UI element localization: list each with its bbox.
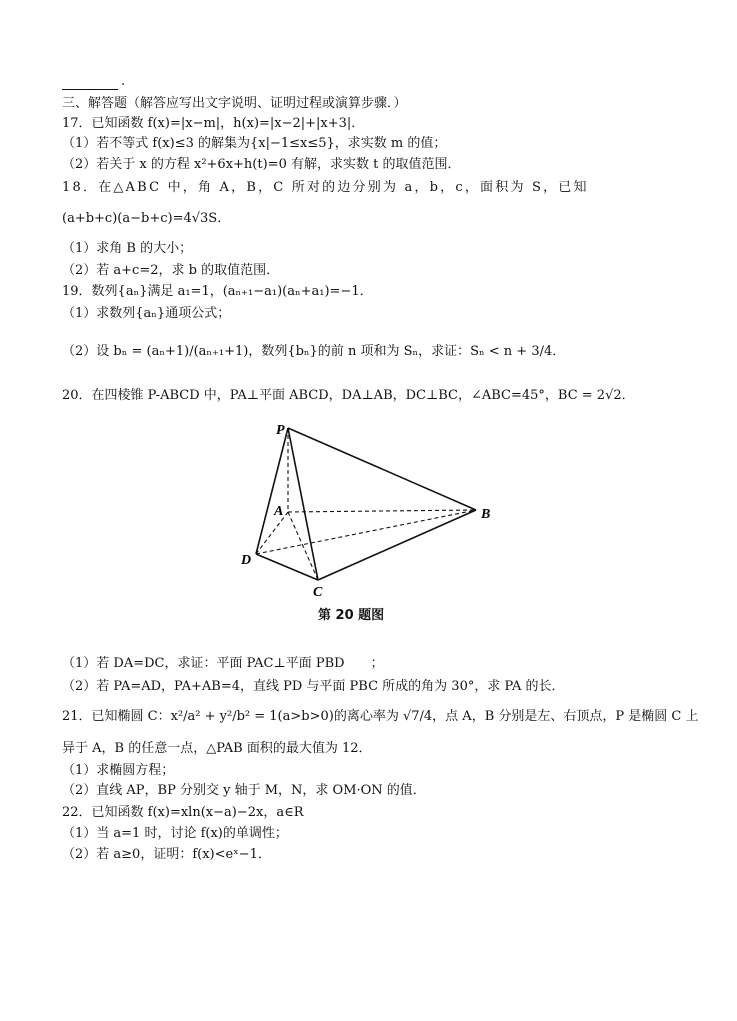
q19-stem: 19．数列{aₙ}满足 a₁=1，(aₙ₊₁−a₁)(aₙ+a₁)=−1． bbox=[62, 284, 373, 299]
q18-part2: （2）若 a+c=2，求 b 的取值范围． bbox=[62, 263, 280, 278]
edge-DB bbox=[256, 510, 476, 554]
q17-part2: （2）若关于 x 的方程 x²+6x+h(t)=0 有解，求实数 t 的取值范围． bbox=[62, 157, 461, 172]
section-title: 三、解答题（解答应写出文字说明、证明过程或演算步骤．） bbox=[62, 96, 407, 111]
q21-part2: （2）直线 AP，BP 分别交 y 轴于 M，N，求 OM·ON 的值． bbox=[62, 783, 426, 798]
edge-PD bbox=[256, 428, 288, 554]
label-A: A bbox=[274, 504, 284, 519]
q20-part1: （1）若 DA=DC，求证：平面 PAC⊥平面 PBD ； bbox=[62, 656, 384, 671]
pyramid-figure bbox=[236, 418, 506, 628]
q18-part1: （1）求角 B 的大小； bbox=[62, 241, 193, 256]
label-D: D bbox=[241, 553, 252, 568]
q22-part2: （2）若 a≥0，证明：f(x)<eˣ−1． bbox=[62, 847, 271, 862]
label-P: P bbox=[276, 423, 285, 438]
q22-part1: （1）当 a=1 时，讨论 f(x)的单调性； bbox=[62, 826, 288, 841]
label-B: B bbox=[481, 507, 491, 522]
q20-part2: （2）若 PA=AD，PA+AB=4，直线 PD 与平面 PBC 所成的角为 30°，求 PA 的长． bbox=[62, 679, 565, 694]
q21-stem: 21．已知椭圆 C：x²/a² + y²/b² = 1(a>b>0)的离心率为 √7/4，点 A，B 分别是左、右顶点，P 是椭圆 C 上 bbox=[62, 709, 699, 724]
edge-CB bbox=[318, 510, 476, 580]
q18-stem: 18．在△ABC 中，角 A，B，C 所对的边分别为 a，b，c，面积为 S，已知 bbox=[62, 180, 589, 195]
q19-part1: （1）求数列{aₙ}通项公式； bbox=[62, 306, 231, 321]
q17-stem: 17．已知函数 f(x)=|x−m|，h(x)=|x−2|+|x+3|． bbox=[62, 116, 365, 131]
q18-formula: (a+b+c)(a−b+c)=4√3S． bbox=[62, 211, 231, 226]
label-C: C bbox=[313, 585, 323, 600]
figure-caption: 第 20 题图 bbox=[318, 608, 385, 623]
q20-stem: 20．在四棱锥 P-ABCD 中，PA⊥平面 ABCD，DA⊥AB，DC⊥BC，∠ABC=45°，BC = 2√2． bbox=[62, 388, 635, 403]
edge-PB bbox=[288, 428, 476, 510]
q22-stem: 22．已知函数 f(x)=xln(x−a)−2x，a∈R bbox=[62, 805, 304, 820]
edge-PC bbox=[288, 428, 318, 580]
q21-part1: （1）求椭圆方程； bbox=[62, 763, 175, 778]
blank-period: . bbox=[121, 74, 126, 89]
q17-part1: （1）若不等式 f(x)≤3 的解集为{x|−1≤x≤5}，求实数 m 的值； bbox=[62, 136, 447, 151]
edge-AB bbox=[288, 510, 476, 512]
answer-blank bbox=[62, 88, 118, 90]
q19-part2: （2）设 bₙ = (aₙ+1)/(aₙ₊₁+1)，数列{bₙ}的前 n 项和为 Sₙ，求证：Sₙ < n + 3/4． bbox=[62, 344, 566, 359]
q21-stem-continued: 异于 A，B 的任意一点，△PAB 面积的最大值为 12． bbox=[62, 741, 372, 756]
